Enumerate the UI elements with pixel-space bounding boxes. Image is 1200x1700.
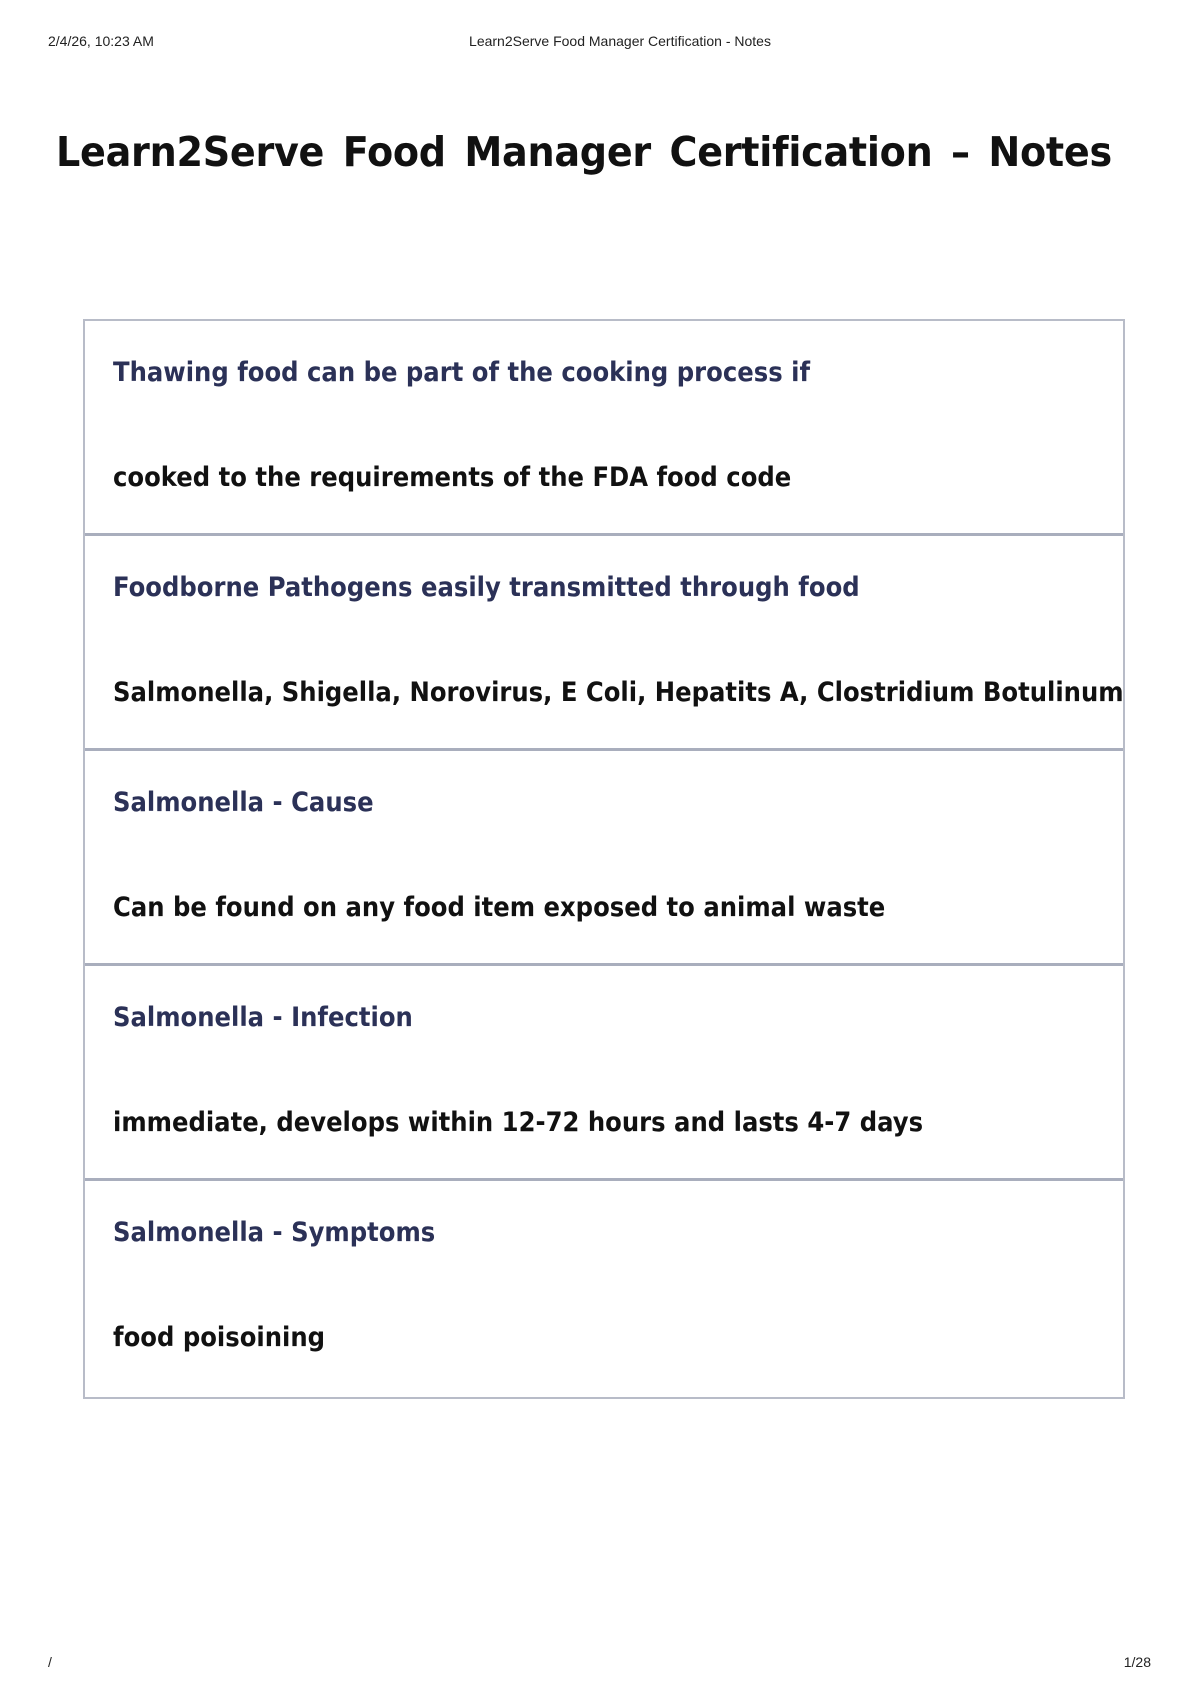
flashcard-term: Salmonella - Cause <box>113 787 374 818</box>
flashcard-definition: Can be found on any food item exposed to animal waste <box>113 892 886 923</box>
page-number: 1/28 <box>1123 1654 1151 1670</box>
flashcard-term: Thawing food can be part of the cooking process if <box>113 357 811 388</box>
print-header <box>0 33 1200 53</box>
page-title: Learn2Serve Food Manager Certification – Notes <box>56 128 1112 176</box>
flashcard-definition: food poisoining <box>113 1322 326 1353</box>
flashcard <box>85 321 1123 536</box>
print-document-title: Learn2Serve Food Manager Certification - Notes <box>469 33 771 49</box>
flashcard-definition: immediate, develops within 12-72 hours and lasts 4-7 days <box>113 1107 924 1138</box>
print-date: 2/4/26, 10:23 AM <box>48 33 154 49</box>
flashcard-term: Salmonella - Infection <box>113 1002 413 1033</box>
flashcard <box>85 536 1123 751</box>
flashcard <box>85 751 1123 966</box>
flashcard-definition: Salmonella, Shigella, Norovirus, E Coli, Hepatits A, Clostridium Botulinum <box>113 677 1124 708</box>
flashcard <box>85 966 1123 1181</box>
flashcard-definition: cooked to the requirements of the FDA food code <box>113 462 792 493</box>
flashcard-term: Foodborne Pathogens easily transmitted through food <box>113 572 860 603</box>
flashcard-list <box>83 319 1125 1399</box>
print-url: / <box>48 1654 52 1670</box>
flashcard-term: Salmonella - Symptoms <box>113 1217 436 1248</box>
flashcard <box>85 1181 1123 1397</box>
